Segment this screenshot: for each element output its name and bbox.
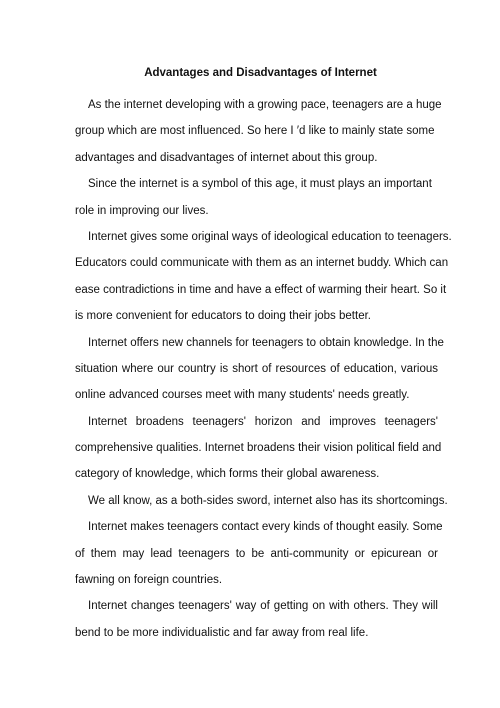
text-line: is more convenient for educators to doing their jobs better.	[75, 310, 371, 323]
text-line: Internet gives some original ways of ideological education to teenagers.	[88, 230, 452, 243]
text-line: Internet broadens teenagers' horizon and improves teenagers'	[88, 415, 438, 428]
text-line: category of knowledge, which forms their global awareness.	[75, 468, 380, 481]
text-line: Educators could communicate with them as an internet buddy. Which can	[75, 257, 449, 270]
text-line: online advanced courses meet with many students' needs greatly.	[75, 389, 410, 402]
text-line: Internet makes teenagers contact every kinds of thought easily. Some	[88, 521, 443, 534]
text-line: comprehensive qualities. Internet broadens their vision political field and	[75, 442, 442, 455]
text-line: Internet changes teenagers' way of getting on with others. They will	[88, 600, 438, 613]
text-line: As the internet developing with a growing pace, teenagers are a huge	[88, 99, 442, 111]
text-line: Since the internet is a symbol of this age, it must plays an important	[88, 178, 432, 191]
text-line: bend to be more individualistic and far away from real life.	[75, 626, 369, 639]
document-body	[75, 92, 452, 646]
text-line: advantages and disadvantages of internet about this group.	[75, 151, 378, 164]
text-line: fawning on foreign countries.	[75, 574, 223, 587]
text-line: role in improving our lives.	[75, 204, 209, 217]
text-line: of them may lead teenagers to be anti-community or epicurean or	[75, 547, 438, 560]
text-line: We all know, as a both-sides sword, internet also has its shortcomings.	[88, 494, 448, 507]
text-line: ease contradictions in time and have a effect of warming their heart. So it	[75, 283, 447, 296]
text-line: group which are most influenced. So here I ′d like to mainly state some	[75, 125, 435, 138]
document-title: Advantages and Disadvantages of Internet	[144, 67, 377, 79]
text-line: Internet offers new channels for teenagers to obtain knowledge. In the	[88, 336, 444, 349]
text-line: situation where our country is short of resources of education, various	[75, 362, 438, 375]
